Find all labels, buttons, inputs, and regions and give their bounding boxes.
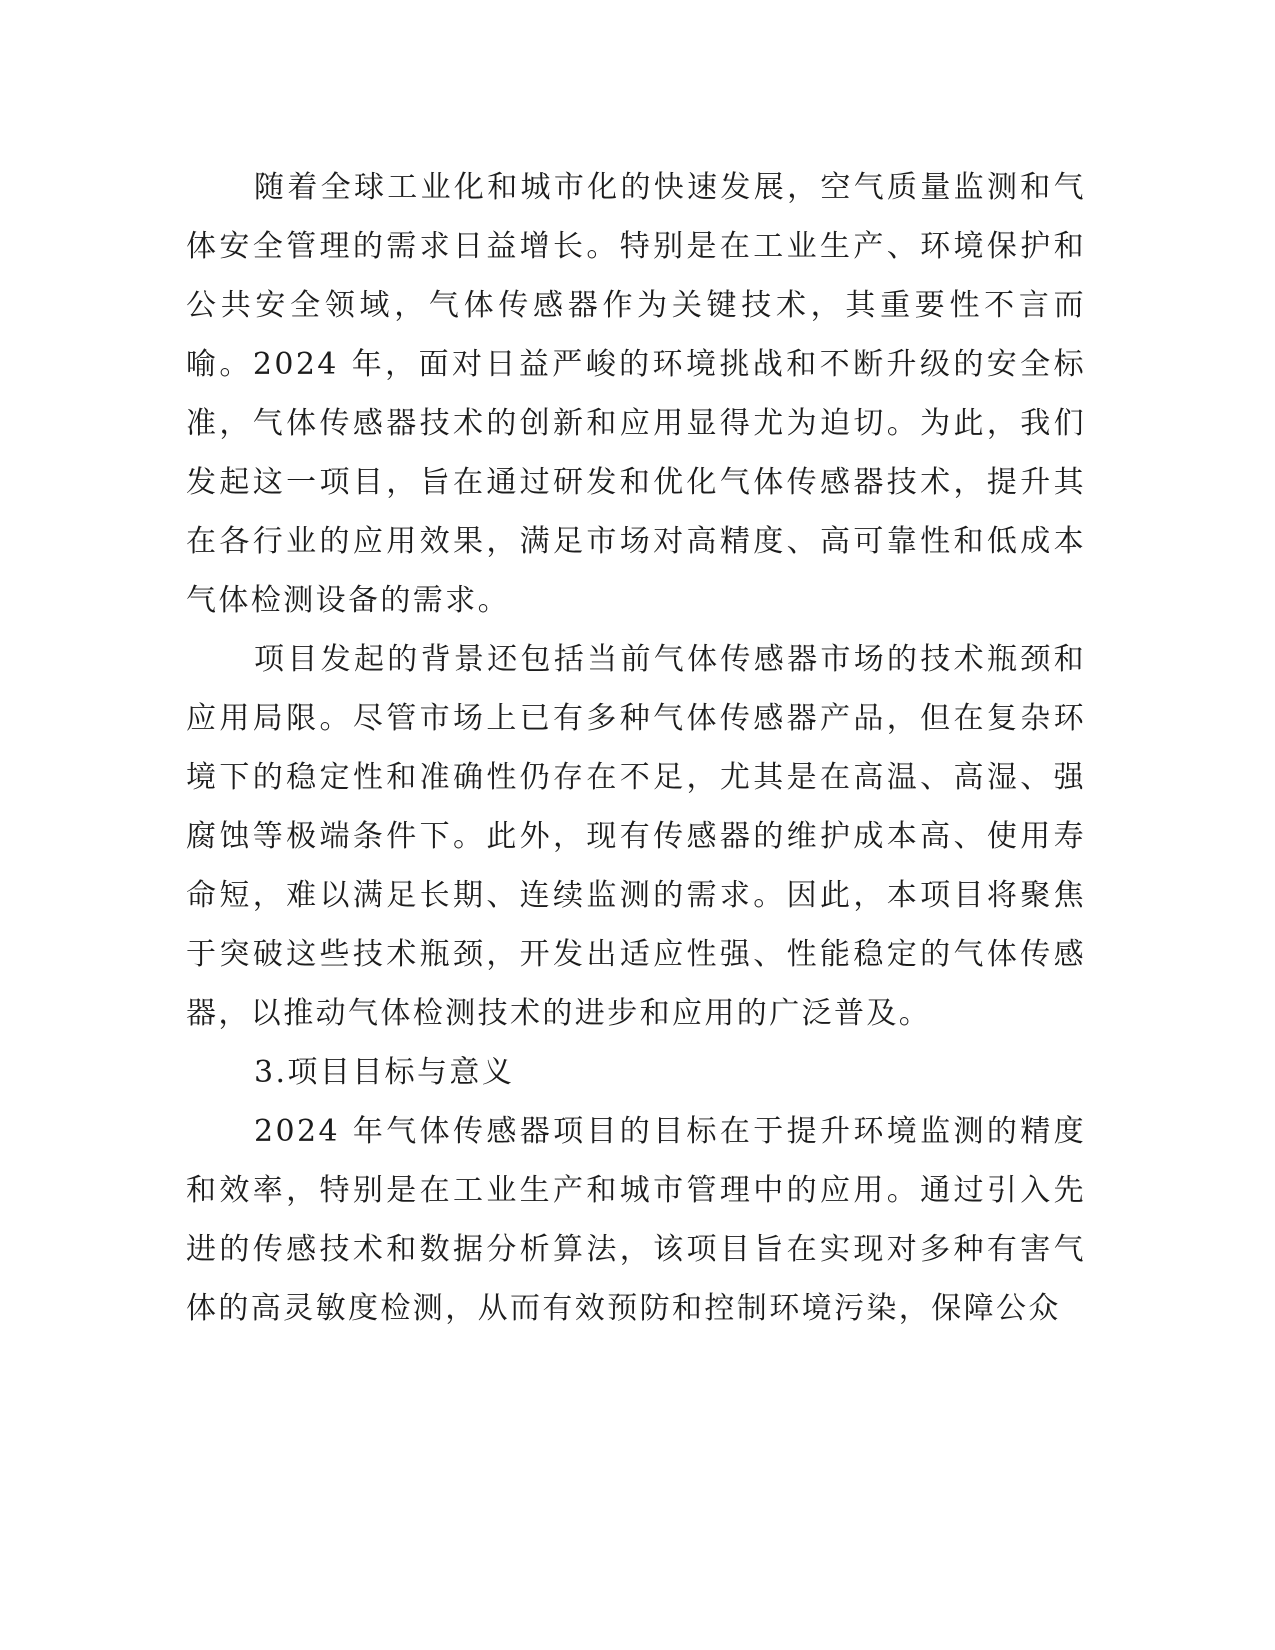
document-body bbox=[186, 158, 1086, 1338]
section-heading: 3.项目目标与意义 bbox=[254, 1055, 515, 1090]
paragraph-goals: 2024 年气体传感器项目的目标在于提升环境监测的精度和效率，特别是在工业生产和城市管理中的应用。通过引入先进的传感技术和数据分析算法，该项目旨在实现对多种有害气体的高灵敏度检测，从而有效预防和控制环境污染，保障公众 bbox=[186, 1114, 1086, 1326]
paragraph-background-bottlenecks: 项目发起的背景还包括当前气体传感器市场的技术瓶颈和应用局限。尽管市场上已有多种气体传感器产品，但在复杂环境下的稳定性和准确性仍存在不足，尤其是在高温、高湿、强腐蚀等极端条件下。此外，现有传感器的维护成本高、使用寿命短，难以满足长期、连续监测的需求。因此，本项目将聚焦于突破这些技术瓶颈，开发出适应性强、性能稳定的气体传感器，以推动气体检测技术的进步和应用的广泛普及。 bbox=[186, 642, 1086, 1031]
paragraph-background-intro: 随着全球工业化和城市化的快速发展，空气质量监测和气体安全管理的需求日益增长。特别是在工业生产、环境保护和公共安全领域，气体传感器作为关键技术，其重要性不言而喻。2024 年，面对日益严峻的环境挑战和不断升级的安全标准，气体传感器技术的创新和应用显得尤为迫切。为此，我们发起这一项目，旨在通过研发和优化气体传感器技术，提升其在各行业的应用效果，满足市场对高精度、高可靠性和低成本气体检测设备的需求。 bbox=[186, 170, 1086, 618]
